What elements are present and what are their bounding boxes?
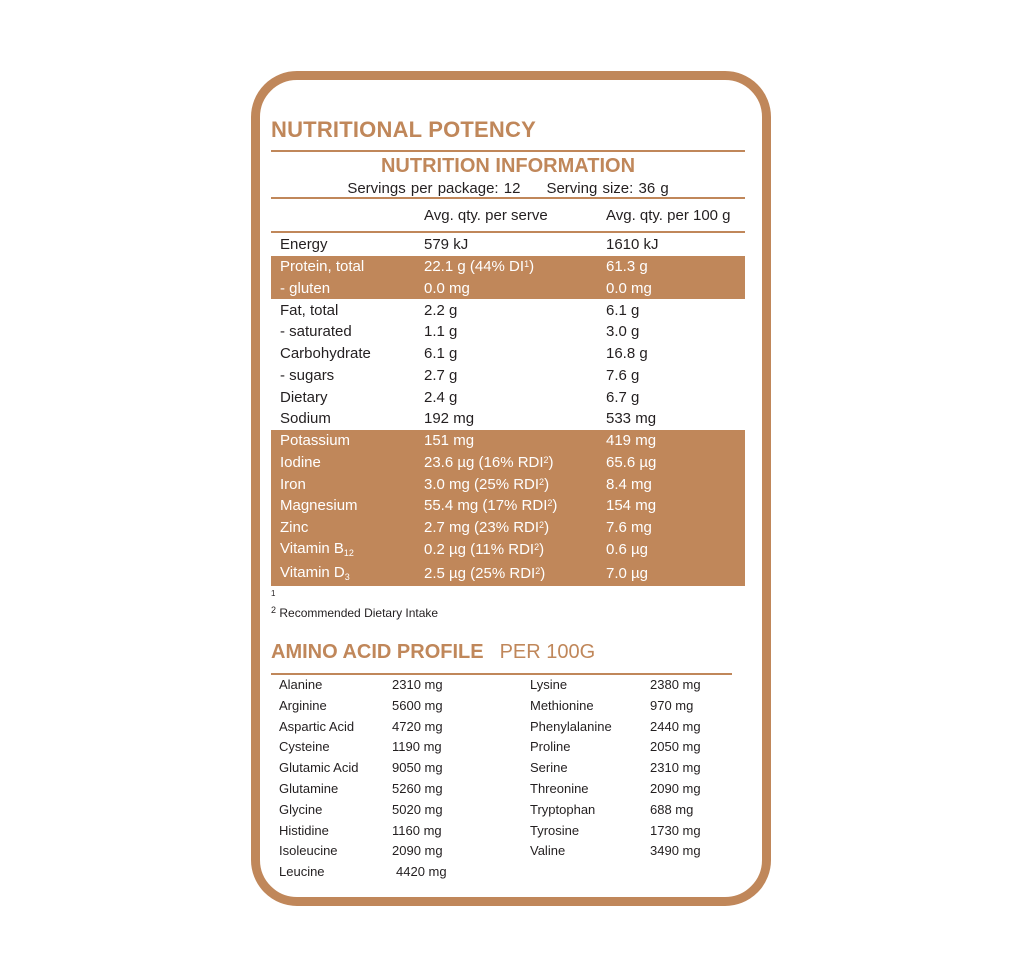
nutrient-name-text: Protein, total: [280, 258, 365, 276]
per-100g-value: 8.4 mg: [606, 473, 745, 495]
nutrient-name-text: Zinc: [280, 519, 309, 537]
amino-value: 1160 mg: [392, 822, 442, 838]
amino-name: Cysteine: [279, 739, 330, 755]
per-serve-value: [424, 256, 606, 278]
per-serve-tail: ): [540, 564, 546, 582]
amino-divider: [271, 673, 732, 675]
per-serve-value: [424, 408, 606, 430]
nutrition-row: [271, 321, 745, 343]
amino-value: 4720 mg: [392, 718, 443, 734]
amino-value: 2050 mg: [650, 739, 701, 755]
per-100g-value: 7.6 mg: [606, 517, 745, 539]
amino-name: Lysine: [530, 677, 568, 692]
servings-per-package: Servings per package: 12: [347, 180, 521, 197]
nutrient-name-text: Fat, total: [280, 301, 339, 319]
nutrition-row: [271, 343, 745, 365]
per-100g-value: 61.3 g: [606, 256, 745, 278]
title-divider: [271, 150, 745, 152]
amino-row: [530, 698, 745, 719]
per-serve-value: [424, 234, 606, 256]
nutrient-name: [271, 365, 424, 387]
nutrient-name-text: Dietary: [280, 388, 328, 406]
amino-row: [279, 843, 519, 864]
amino-value: 5600 mg: [392, 697, 443, 713]
nutrient-name-text: Potassium: [280, 432, 351, 450]
amino-name: Glycine: [279, 801, 323, 817]
per-serve-text: 0.0 mg: [424, 279, 470, 297]
per-serve-value: [424, 278, 606, 300]
amino-value: 2380 mg: [650, 677, 701, 692]
amino-row: [279, 864, 519, 885]
amino-row: [530, 739, 745, 760]
amino-row: [279, 781, 519, 802]
nutrient-name-text: Carbohydrate: [280, 345, 371, 363]
amino-name: Glutamic Acid: [279, 760, 359, 776]
amino-row: [530, 760, 745, 781]
servings-divider: [271, 197, 745, 199]
amino-value: 2310 mg: [392, 677, 443, 692]
amino-name: Valine: [530, 843, 566, 859]
amino-heading: [271, 641, 595, 664]
column-header-serve: Avg. qty. per serve: [424, 207, 548, 224]
per-serve-text: 2.7 mg (23% RDI: [424, 519, 540, 537]
per-100g-value: 533 mg: [606, 410, 657, 428]
per-serve-value: [424, 560, 606, 586]
nutrient-name-text: Vitamin B: [280, 540, 344, 558]
nutrient-name: [271, 278, 424, 300]
per-serve-text: 2.4 g: [424, 388, 458, 406]
nutrition-row: [271, 256, 745, 278]
amino-subtitle: PER 100G: [499, 641, 596, 663]
nutrient-name: [271, 386, 424, 408]
nutrient-name-text: Sodium: [280, 410, 331, 428]
amino-value: 2440 mg: [650, 718, 701, 734]
nutrition-row: [271, 386, 745, 408]
nutrition-row: [271, 517, 745, 539]
nutrient-name-text: - sugars: [280, 366, 335, 384]
amino-row: [279, 760, 519, 781]
per-serve-text: 3.0 mg (25% RDI: [424, 475, 540, 493]
nutrient-name: [271, 343, 424, 365]
per-serve-text: 23.6 µg (16% RDI: [424, 453, 544, 471]
per-serve-value: [424, 343, 606, 365]
per-serve-value: [424, 517, 606, 539]
nutrient-name: [271, 560, 424, 586]
amino-row: [530, 823, 745, 844]
per-100g-value: 7.0 µg: [606, 560, 745, 586]
amino-name: Serine: [530, 760, 568, 776]
per-serve-superscript: 2: [539, 520, 545, 531]
amino-name: Methionine: [530, 697, 594, 713]
amino-name: Aspartic Acid: [279, 718, 355, 734]
nutrition-row: [271, 408, 745, 430]
amino-value: 5260 mg: [392, 780, 443, 796]
per-serve-text: 2.5 µg (25% RDI: [424, 564, 536, 582]
per-serve-value: [424, 495, 606, 517]
amino-row: [530, 843, 745, 864]
per-serve-text: 22.1 g (44% DI: [424, 258, 525, 276]
nutrient-name: [271, 517, 424, 539]
per-100g-value: 0.6 µg: [606, 539, 745, 561]
column-header-100g: Avg. qty. per 100 g: [606, 207, 731, 224]
per-serve-tail: ): [539, 540, 545, 558]
per-serve-tail: ): [544, 475, 550, 493]
header-divider: [271, 231, 745, 233]
amino-title: AMINO ACID PROFILE: [271, 641, 484, 663]
amino-name: Arginine: [279, 697, 327, 713]
amino-value: 970 mg: [650, 697, 694, 713]
per-serve-tail: ): [529, 258, 535, 276]
per-serve-superscript: 2: [547, 498, 553, 509]
per-serve-value: [424, 452, 606, 474]
per-serve-text: 1.1 g: [424, 323, 458, 341]
nutrient-name-text: - saturated: [280, 323, 352, 341]
footnote-1-mark: 1: [271, 589, 276, 598]
amino-value: 4420 mg: [396, 864, 447, 880]
per-100g-value: 7.6 g: [606, 366, 640, 384]
amino-list-right: [530, 677, 745, 864]
amino-row: [530, 677, 745, 698]
per-serve-superscript: 2: [535, 565, 541, 576]
per-100g-value: 419 mg: [606, 430, 745, 452]
nutrition-heading: NUTRITION INFORMATION: [380, 155, 636, 177]
per-100g-value: 16.8 g: [606, 345, 648, 363]
amino-row: [279, 802, 519, 823]
amino-value: 9050 mg: [392, 760, 443, 776]
page-title: NUTRITIONAL POTENCY: [271, 117, 536, 142]
nutrient-name-text: Iron: [280, 475, 306, 493]
nutrient-name-text: - gluten: [280, 279, 331, 297]
amino-name: Leucine: [279, 864, 325, 880]
per-100g-value: 1610 kJ: [606, 236, 659, 254]
per-100g-value: 65.6 µg: [606, 452, 745, 474]
nutrient-name-subscript: 12: [343, 548, 354, 559]
per-100g-value: 3.0 g: [606, 323, 640, 341]
nutrition-row: [271, 278, 745, 300]
amino-value: 2310 mg: [650, 760, 701, 776]
per-serve-text: 151 mg: [424, 432, 475, 450]
nutrition-row: [271, 299, 745, 321]
per-serve-superscript: 2: [534, 541, 540, 552]
amino-row: [279, 677, 519, 698]
per-serve-text: 579 kJ: [424, 236, 469, 254]
amino-row: [279, 823, 519, 844]
nutrient-name: [271, 452, 424, 474]
footnote-2: [271, 605, 438, 620]
amino-row: [279, 698, 519, 719]
nutrient-name: [271, 299, 424, 321]
nutrient-name: [271, 539, 424, 561]
nutrition-row: [271, 430, 745, 452]
amino-value: 688 mg: [650, 801, 694, 817]
per-serve-text: 2.2 g: [424, 301, 458, 319]
amino-name: Tryptophan: [530, 801, 596, 817]
nutrient-name: [271, 234, 424, 256]
amino-name: Tyrosine: [530, 822, 580, 838]
nutrient-name-text: Magnesium: [280, 497, 358, 515]
amino-name: Histidine: [279, 822, 329, 838]
nutrient-name-text: Energy: [280, 236, 328, 254]
per-serve-text: 2.7 g: [424, 366, 458, 384]
nutrient-name-subscript: 3: [344, 572, 350, 583]
amino-value: 2090 mg: [392, 843, 443, 859]
nutrition-row: [271, 365, 745, 387]
nutrition-row: [271, 473, 745, 495]
per-serve-value: [424, 430, 606, 452]
footnote-2-mark: 2: [271, 605, 277, 615]
amino-name: Phenylalanine: [530, 718, 612, 734]
per-100g-value: 154 mg: [606, 495, 745, 517]
amino-row: [530, 802, 745, 823]
servings-line: [271, 180, 745, 197]
nutrition-card: [251, 71, 771, 906]
per-serve-value: [424, 365, 606, 387]
per-serve-value: [424, 473, 606, 495]
per-serve-text: 192 mg: [424, 410, 475, 428]
amino-value: 2090 mg: [650, 780, 701, 796]
per-serve-text: 55.4 mg (17% RDI: [424, 497, 548, 515]
nutrient-name-text: Vitamin D: [280, 564, 345, 582]
per-serve-text: 6.1 g: [424, 345, 458, 363]
footnote-2-text: Recommended Dietary Intake: [279, 606, 439, 620]
per-serve-text: 0.2 µg (11% RDI: [424, 540, 535, 558]
nutrient-name: [271, 495, 424, 517]
amino-name: Isoleucine: [279, 843, 338, 859]
amino-value: 1730 mg: [650, 822, 701, 838]
footnote-1: [271, 589, 275, 598]
nutrient-name: [271, 430, 424, 452]
per-serve-superscript: 1: [524, 259, 530, 270]
nutrient-name-text: Iodine: [280, 453, 321, 471]
amino-name: Alanine: [279, 677, 323, 692]
amino-name: Proline: [530, 739, 571, 755]
amino-name: Threonine: [530, 780, 589, 796]
per-serve-value: [424, 299, 606, 321]
amino-row: [530, 781, 745, 802]
amino-name: Glutamine: [279, 780, 339, 796]
per-serve-tail: ): [544, 519, 550, 537]
nutrition-row: [271, 452, 745, 474]
per-serve-superscript: 2: [539, 476, 545, 487]
nutrition-row: [271, 495, 745, 517]
per-serve-tail: ): [548, 453, 554, 471]
nutrient-name: [271, 256, 424, 278]
per-serve-value: [424, 539, 606, 561]
per-100g-value: 6.1 g: [606, 301, 640, 319]
serving-size: Serving size: 36 g: [546, 180, 669, 197]
amino-row: [530, 719, 745, 740]
amino-value: 3490 mg: [650, 843, 701, 859]
amino-value: 5020 mg: [392, 801, 443, 817]
amino-row: [279, 719, 519, 740]
nutrient-name: [271, 473, 424, 495]
amino-row: [279, 739, 519, 760]
per-serve-tail: ): [552, 497, 558, 515]
nutrition-row: [271, 539, 745, 561]
per-100g-value: 6.7 g: [606, 388, 640, 406]
nutrition-row: [271, 560, 745, 586]
per-serve-value: [424, 321, 606, 343]
amino-list-left: [279, 677, 519, 885]
nutrition-table: [271, 234, 745, 586]
per-serve-value: [424, 386, 606, 408]
nutrient-name: [271, 321, 424, 343]
nutrition-row: [271, 234, 745, 256]
per-100g-value: 0.0 mg: [606, 278, 745, 300]
per-serve-superscript: 2: [543, 454, 549, 465]
amino-value: 1190 mg: [392, 739, 442, 755]
nutrient-name: [271, 408, 424, 430]
